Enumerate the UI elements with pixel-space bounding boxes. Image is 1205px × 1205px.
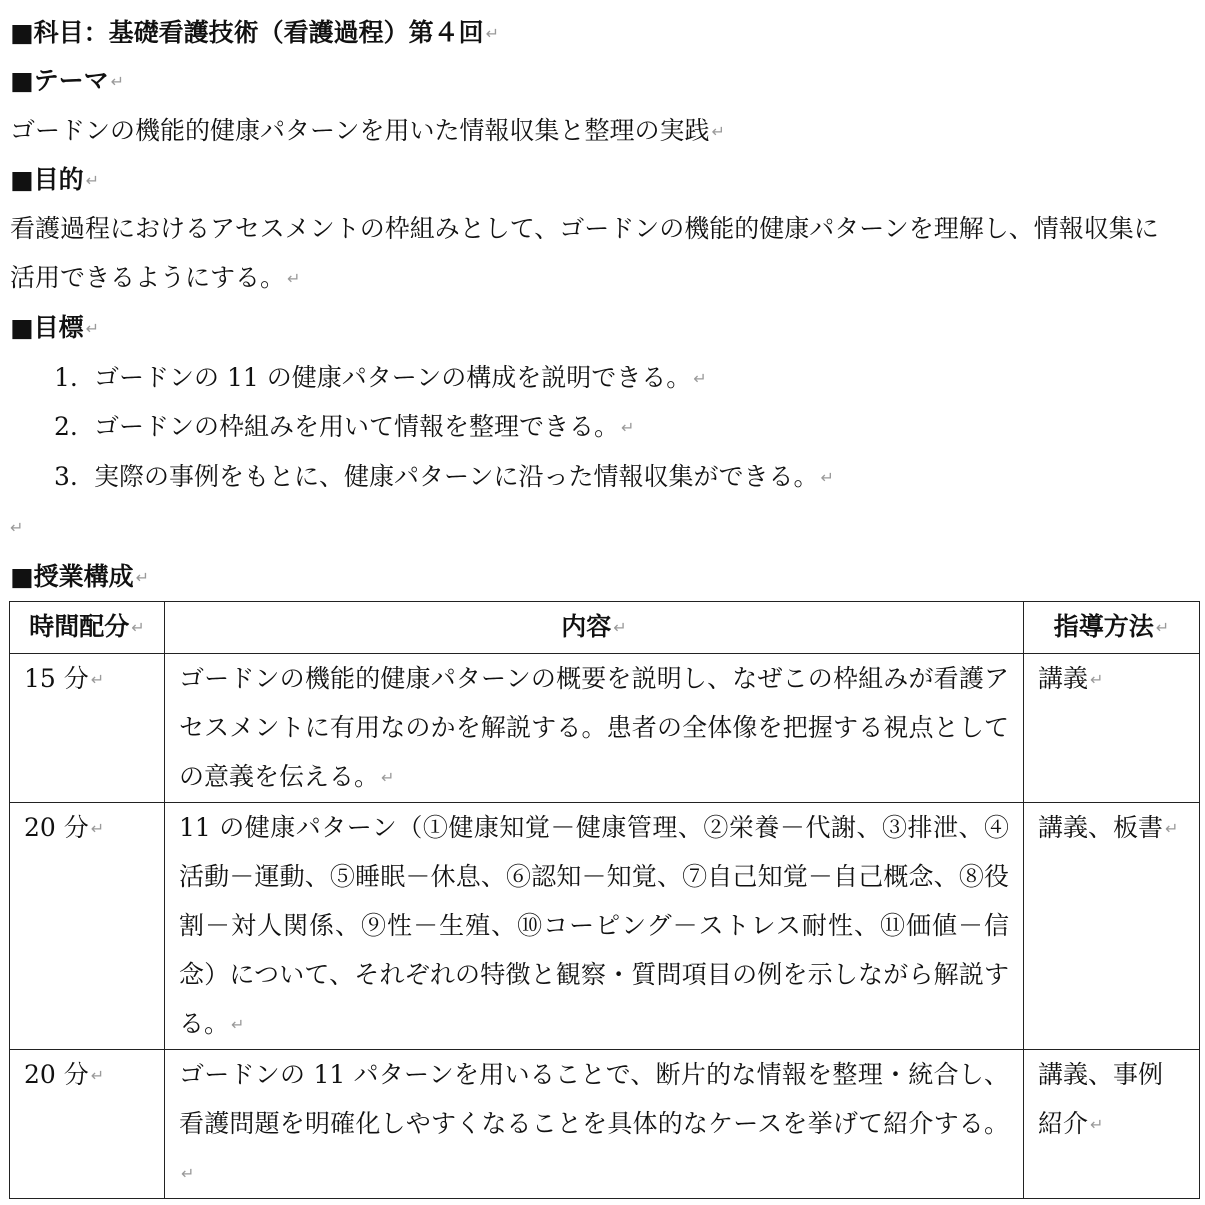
goal-text: 実際の事例をもとに、健康パターンに沿った情報収集ができる。 bbox=[94, 462, 819, 491]
paragraph-mark-icon: ↵ bbox=[820, 468, 834, 487]
cell-time bbox=[10, 803, 165, 1050]
purpose-line-text: 看護過程におけるアセスメントの枠組みとして、ゴードンの機能的健康パターンを理解し、情報収集に bbox=[10, 214, 1159, 243]
cell-content bbox=[165, 803, 1024, 1050]
paragraph-mark-icon: ↵ bbox=[10, 518, 24, 537]
subject-heading bbox=[10, 8, 499, 58]
goals-heading-text: ■目標 bbox=[10, 313, 84, 342]
paragraph-mark-icon: ↵ bbox=[135, 568, 150, 587]
subject-heading-text: ■科目：基礎看護技術（看護過程）第４回 bbox=[10, 18, 484, 47]
cell-mark-icon: ↵ bbox=[181, 1164, 195, 1183]
table-row bbox=[10, 654, 1200, 803]
paragraph-mark-icon: ↵ bbox=[110, 72, 125, 91]
column-header-text: 内容 bbox=[561, 612, 612, 641]
cell-content-text: ゴードンの機能的健康パターンの概要を説明し、なぜこの枠組みが看護アセスメントに有用なのかを解説する。患者の全体像を把握する視点としての意義を伝える。 bbox=[179, 664, 1009, 791]
cell-time-text: 15 分 bbox=[24, 664, 89, 693]
goal-item-1 bbox=[54, 353, 707, 403]
cell-time bbox=[10, 1050, 165, 1199]
cell-content-text: 11 の健康パターン（①健康知覚－健康管理、②栄養－代謝、③排泄、④活動－運動、⑤睡眠－休息、⑥認知－知覚、⑦自己知覚－自己概念、⑧役割－対人関係、⑨性－生殖、⑩コーピング－ストレス耐性、⑪価値－信念）について、それぞれの特徴と観察・質問項目の例を示しながら解説する。 bbox=[179, 813, 1009, 1038]
column-header-text: 指導方法 bbox=[1053, 612, 1154, 641]
cell-content bbox=[165, 1050, 1024, 1199]
table-row bbox=[10, 1050, 1200, 1199]
table-header-row bbox=[10, 602, 1200, 654]
cell-content bbox=[165, 654, 1024, 803]
paragraph-mark-icon: ↵ bbox=[711, 122, 725, 141]
purpose-line-2 bbox=[10, 253, 300, 303]
purpose-line-1 bbox=[10, 204, 1159, 253]
column-header-text: 時間配分 bbox=[29, 612, 130, 641]
goal-item-2 bbox=[54, 402, 634, 452]
cell-method-text: 講義、板書 bbox=[1038, 813, 1164, 842]
cell-mark-icon: ↵ bbox=[131, 618, 145, 637]
cell-method bbox=[1024, 1050, 1200, 1199]
cell-mark-icon: ↵ bbox=[381, 768, 395, 787]
cell-method-text: 講義 bbox=[1038, 664, 1089, 693]
cell-time-text: 20 分 bbox=[24, 1060, 89, 1089]
cell-mark-icon: ↵ bbox=[90, 670, 105, 689]
cell-mark-icon: ↵ bbox=[90, 1066, 105, 1085]
cell-mark-icon: ↵ bbox=[1090, 1115, 1104, 1134]
cell-mark-icon: ↵ bbox=[1165, 819, 1179, 838]
paragraph-mark-icon: ↵ bbox=[485, 24, 500, 43]
goal-text: ゴードンの枠組みを用いて情報を整理できる。 bbox=[94, 412, 620, 441]
cell-mark-icon: ↵ bbox=[1155, 618, 1170, 637]
structure-heading-text: ■授業構成 bbox=[10, 562, 134, 591]
purpose-heading-text: ■目的 bbox=[10, 165, 84, 194]
goal-number: 2. bbox=[54, 412, 78, 441]
cell-mark-icon: ↵ bbox=[613, 618, 627, 637]
paragraph-mark-icon: ↵ bbox=[693, 369, 707, 388]
cell-mark-icon: ↵ bbox=[90, 819, 105, 838]
goal-number: 1. bbox=[54, 363, 78, 392]
paragraph-mark-icon: ↵ bbox=[287, 269, 301, 288]
cell-mark-icon: ↵ bbox=[231, 1015, 245, 1034]
cell-method-text: 講義、事例紹介 bbox=[1038, 1060, 1164, 1138]
goals-heading bbox=[10, 303, 99, 353]
column-header-method bbox=[1024, 602, 1200, 654]
purpose-heading bbox=[10, 155, 99, 205]
cell-mark-icon: ↵ bbox=[1090, 670, 1104, 689]
cell-content-text: ゴードンの 11 パターンを用いることで、断片的な情報を整理・統合し、看護問題を明確化しやすくなることを具体的なケースを挙げて紹介する。 bbox=[179, 1060, 1009, 1138]
cell-time-text: 20 分 bbox=[24, 813, 89, 842]
cell-time bbox=[10, 654, 165, 803]
purpose-line-text: 活用できるようにする。 bbox=[10, 263, 286, 292]
column-header-content bbox=[165, 602, 1024, 654]
paragraph-mark-icon: ↵ bbox=[85, 319, 100, 338]
column-header-time bbox=[10, 602, 165, 654]
empty-paragraph bbox=[10, 502, 23, 552]
structure-heading bbox=[10, 552, 149, 602]
paragraph-mark-icon: ↵ bbox=[85, 171, 100, 190]
theme-heading bbox=[10, 56, 124, 106]
theme-text bbox=[10, 106, 725, 156]
goal-text: ゴードンの 11 の健康パターンの構成を説明できる。 bbox=[94, 363, 692, 392]
lesson-structure-table bbox=[9, 601, 1200, 1199]
goal-number: 3. bbox=[54, 462, 78, 491]
theme-heading-text: ■テーマ bbox=[10, 66, 109, 95]
goal-item-3 bbox=[54, 452, 834, 502]
cell-method bbox=[1024, 803, 1200, 1050]
table-row bbox=[10, 803, 1200, 1050]
theme-text-content: ゴードンの機能的健康パターンを用いた情報収集と整理の実践 bbox=[10, 116, 710, 145]
cell-method bbox=[1024, 654, 1200, 803]
paragraph-mark-icon: ↵ bbox=[621, 418, 635, 437]
